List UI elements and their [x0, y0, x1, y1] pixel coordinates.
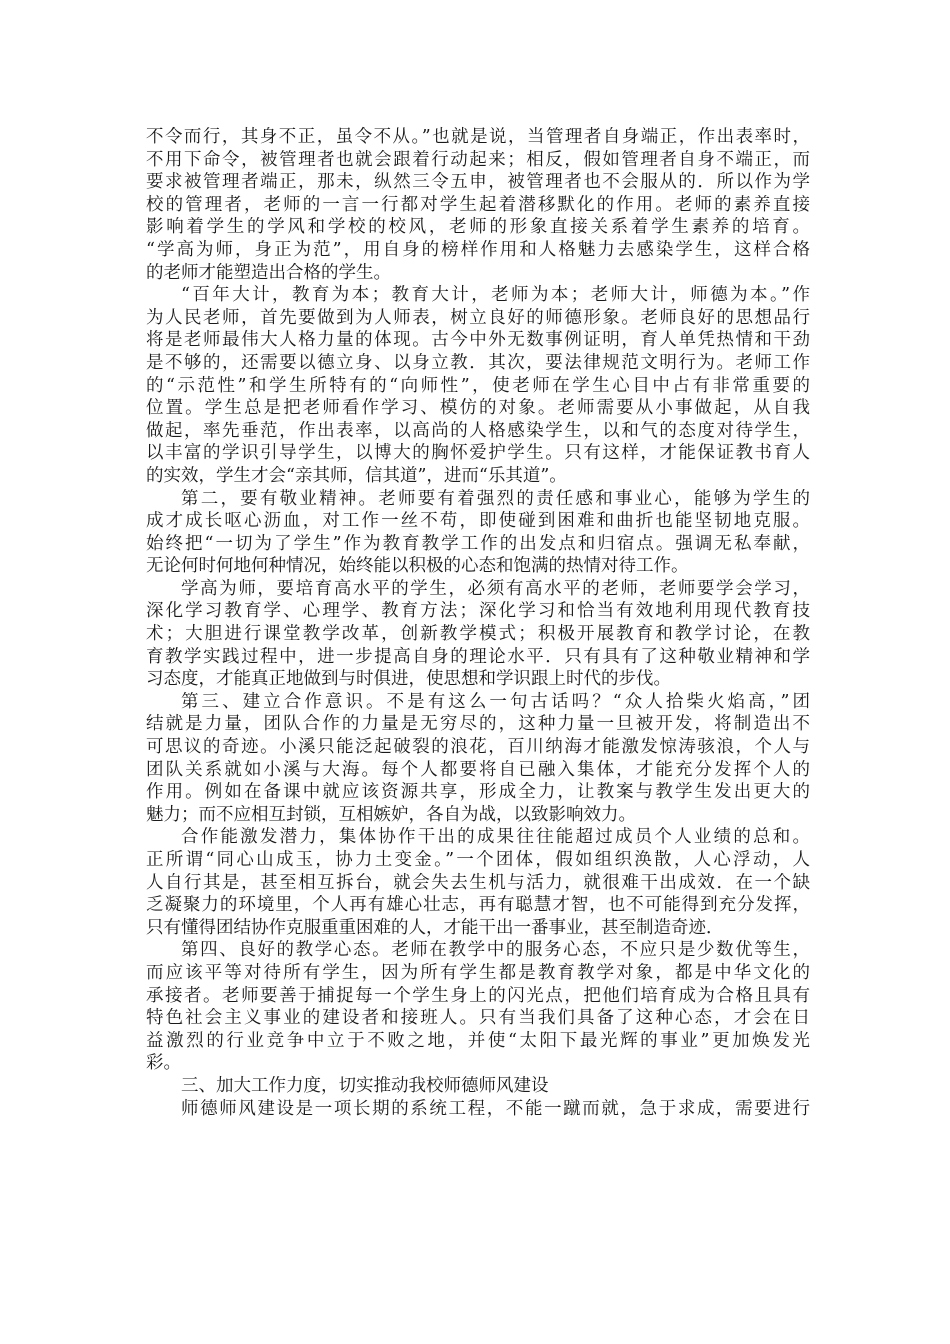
text-line: 深化学习教育学、心理学、教育方法；深化学习和恰当有效地利用现代教育技: [146, 601, 810, 622]
document-body: [146, 126, 810, 1120]
text-line: 人自行其是，甚至相互拆台，就会失去生机与活力，就很难干出成效．在一个缺: [146, 872, 810, 893]
text-line: 三、加大工作力度，切实推动我校师德师风建设: [181, 1075, 549, 1096]
text-line: 合作能激发潜力，集体协作干出的成果往往能超过成员个人业绩的总和。: [181, 827, 810, 848]
text-line: “学高为师，身正为范”，用自身的榜样作用和人格魅力去感染学生，这样合格: [146, 239, 810, 260]
text-line: 不令而行，其身不正，虽令不从。”也就是说，当管理者自身端正，作出表率时，: [146, 127, 810, 147]
text-line: 作用。例如在备课中就应该资源共享，形成全力，让教案与教学生发出更大的: [146, 782, 810, 803]
text-line: 正所谓“同心山成玉，协力土变金。”一个团体，假如组织涣散，人心浮动，人: [146, 850, 810, 870]
text-line: 的“示范性”和学生所特有的“向师性”，使老师在学生心目中占有非常重要的: [146, 375, 810, 396]
text-line: 而应该平等对待所有学生，因为所有学生都是教育教学对象，都是中华文化的: [146, 962, 810, 983]
text-line: 第四、良好的教学心态。老师在教学中的服务心态，不应只是少数优等生，: [181, 940, 810, 961]
text-line: 位置。学生总是把老师看作学习、模仿的对象。老师需要从小事做起，从自我: [146, 398, 810, 419]
text-line: 习态度，才能真正地做到与时俱进，使思想和学识跟上时代的步伐。: [146, 669, 671, 690]
text-line: 第二，要有敬业精神。老师要有着强烈的责任感和事业心，能够为学生的: [181, 488, 810, 509]
text-line: 的实效，学生才会“亲其师，信其道”，进而“乐其道”。: [146, 465, 567, 486]
text-line: 做起，率先垂范，作出表率，以高尚的人格感染学生，以和气的态度对待学生，: [146, 420, 810, 441]
text-line: 第三、建立合作意识。不是有这么一句古话吗？“众人拾柴火焰高，”团: [181, 691, 810, 712]
text-line: 校的管理者，老师的一言一行都对学生起着潜移默化的作用。老师的素养直接: [146, 194, 810, 215]
text-line: 乏凝聚力的环境里，个人再有雄心壮志，再有聪慧才智，也不可能得到充分发挥，: [146, 895, 810, 916]
text-line: “百年大计，教育为本；教育大计，老师为本；老师大计，师德为本。”作: [181, 285, 810, 306]
text-line: 不用下命令，被管理者也就会跟着行动起来；相反，假如管理者自身不端正，而: [146, 149, 810, 170]
text-line: 成才成长呕心沥血，对工作一丝不苟，即使碰到困难和曲折也能坚韧地克服。: [146, 511, 810, 532]
text-line: 为人民老师，首先要做到为人师表，树立良好的师德形象。老师良好的思想品行: [146, 307, 810, 328]
text-line: 可思议的奇迹。小溪只能泛起破裂的浪花，百川纳海才能激发惊涛骇浪，个人与: [146, 737, 810, 758]
text-line: 是不够的，还需要以德立身、以身立教．其次，要法律规范文明行为。老师工作: [146, 352, 810, 373]
text-line: 术；大胆进行课堂教学改革，创新教学模式；积极开展教育和教学讨论，在教: [146, 624, 810, 645]
text-line: 学高为师，要培育高水平的学生，必须有高水平的老师，老师要学会学习，: [181, 578, 810, 599]
text-line: 结就是力量，团队合作的力量是无穷尽的，这种力量一旦被开发，将制造出不: [146, 714, 810, 735]
text-line: 益激烈的行业竞争中立于不败之地，并使“太阳下最光辉的事业”更加焕发光: [146, 1030, 810, 1051]
text-line: 以丰富的学识引导学生，以博大的胸怀爱护学生。只有这样，才能保证教书育人: [146, 443, 810, 464]
text-line: 特色社会主义事业的建设者和接班人。只有当我们具备了这种心态，才会在日: [146, 1008, 810, 1029]
text-line: 无论何时何地何种情况，始终能以积极的心态和饱满的热情对待工作。: [146, 556, 689, 577]
text-line: 师德师风建设是一项长期的系统工程，不能一蹴而就，急于求成，需要进行: [181, 1098, 810, 1119]
text-line: 影响着学生的学风和学校的校风，老师的形象直接关系着学生素养的培育。: [146, 217, 810, 238]
text-line: 团队关系就如小溪与大海。每个人都要将自已融入集体，才能充分发挥个人的: [146, 759, 810, 780]
text-line: 魅力；而不应相互封锁，互相嫉妒，各自为战，以致影响效力。: [146, 804, 636, 825]
text-line: 只有懂得团结协作克服重重困难的人，才能干出一番事业，甚至制造奇迹．: [146, 917, 724, 938]
text-line: 的老师才能塑造出合格的学生。: [146, 262, 391, 283]
text-line: 承接者。老师要善于捕捉每一个学生身上的闪光点，把他们培育成为合格且具有: [146, 985, 810, 1006]
text-line: 育教学实践过程中，进一步提高自身的理论水平．只有具有了这种敬业精神和学: [146, 646, 810, 667]
text-line: 彩。: [146, 1053, 181, 1074]
text-line: 始终把“一切为了学生”作为教育教学工作的出发点和归宿点。强调无私奉献，: [146, 533, 810, 554]
text-line: 将是老师最伟大人格力量的体现。古今中外无数事例证明，育人单凭热情和干劲: [146, 330, 810, 351]
text-line: 要求被管理者端正，那未，纵然三令五申，被管理者也不会服从的．所以作为学: [146, 172, 810, 193]
